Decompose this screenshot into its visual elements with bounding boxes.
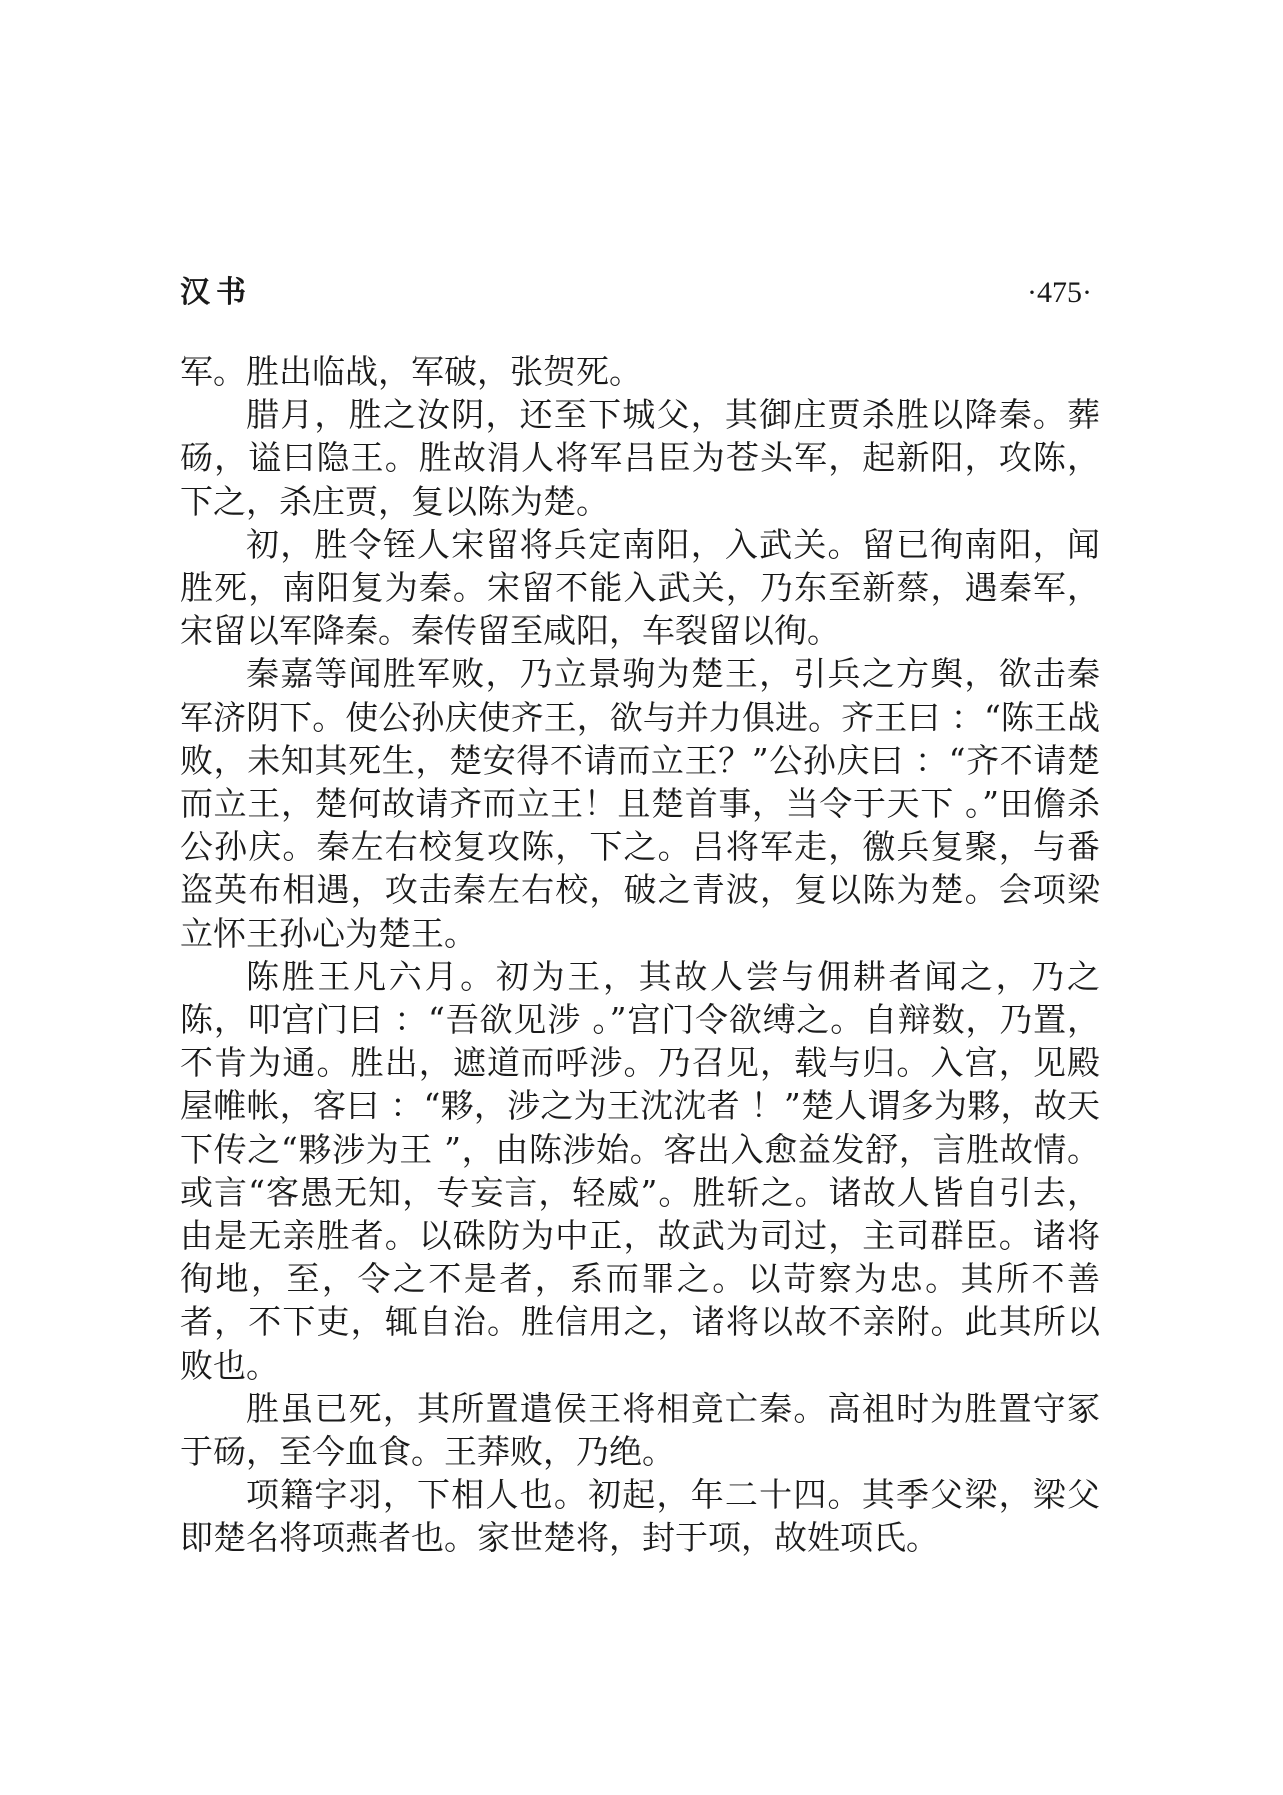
- body-text: [180, 350, 1100, 1560]
- paragraph: 陈胜王凡六月。初为王，其故人尝与佣耕者闻之，乃之陈，叩宫门曰 ：“吾欲见涉 。”宫门令欲缚之。自辩数，乃置，不肯为通。胜出，遮道而呼涉。乃召见，载与归。入宫，见殿屋帷帐，客曰 ：“夥，涉之为王沈沈者 ！”楚人谓多为夥，故天下传之“夥涉为王 ”，由陈涉始。客出入愈益发舒，言胜故情。或言“客愚无知，专妄言，轻威”。胜斩之。诸故人皆自引去，由是无亲胜者。以硃防为中正，故武为司过，主司群臣。诸将徇地，至，令之不是者，系而罪之。以苛察为忠。其所不善者，不下吏，辄自治。胜信用之，诸将以故不亲附。此其所以败也。: [180, 956, 1100, 1385]
- paragraph: 胜虽已死，其所置遣侯王将相竟亡秦。高祖时为胜置守冢于砀，至今血食。王莽败，乃绝。: [180, 1388, 1100, 1472]
- page-number: ·475·: [1027, 276, 1092, 309]
- paragraph-continued: 军。胜出临战，军破，张贺死。: [180, 352, 642, 391]
- paragraph: 秦嘉等闻胜军败，乃立景驹为楚王，引兵之方舆，欲击秦军济阴下。使公孙庆使齐王，欲与并力俱进。齐王曰 ：“陈王战败，未知其死生，楚安得不请而立王？”公孙庆曰 ：“齐不请楚而立王，楚何故请齐而立王！且楚首事，当令于天下 。”田儋杀公孙庆。秦左右校复攻陈，下之。吕将军走，徼兵复聚，与番盗英布相遇，攻击秦左右校，破之青波，复以陈为楚。会项梁立怀王孙心为楚王。: [180, 654, 1100, 953]
- paragraph: 初，胜令铚人宋留将兵定南阳，入武关。留已徇南阳，闻胜死，南阳复为秦。宋留不能入武关，乃东至新蔡，遇秦军，宋留以军降秦。秦传留至咸阳，车裂留以徇。: [180, 524, 1100, 651]
- paragraph: 项籍字羽，下相人也。初起，年二十四。其季父梁，梁父即楚名将项燕者也。家世楚将，封于项，故姓项氏。: [180, 1475, 1100, 1558]
- book-title: 汉书: [180, 275, 252, 310]
- paragraph: 腊月，胜之汝阴，还至下城父，其御庄贾杀胜以降秦。葬砀，谥曰隐王。胜故涓人将军吕臣为苍头军，起新阳，攻陈，下之，杀庄贾，复以陈为楚。: [180, 395, 1100, 521]
- running-head: [180, 268, 1092, 318]
